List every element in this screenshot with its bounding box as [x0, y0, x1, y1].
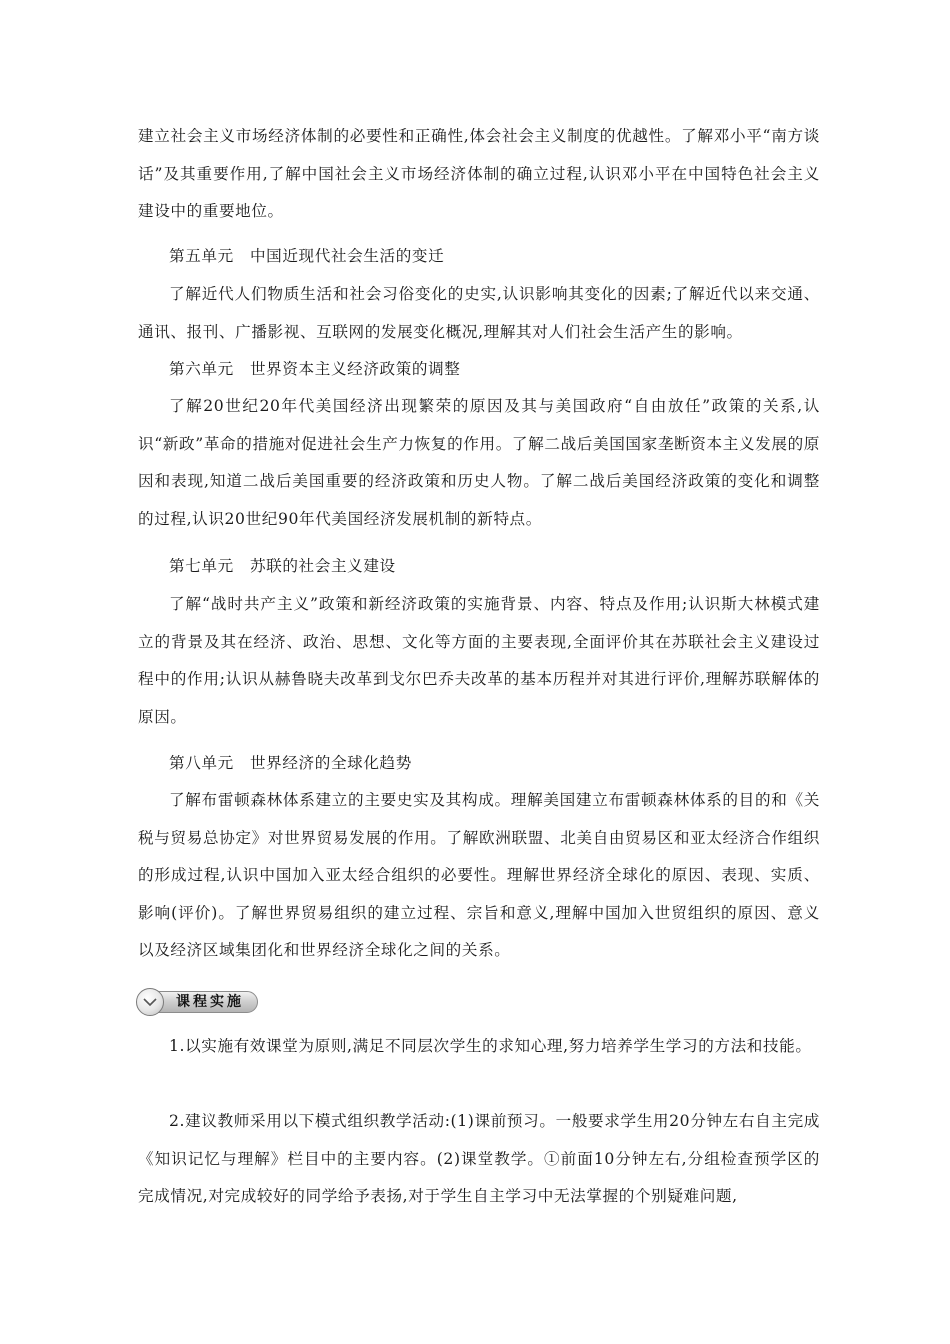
unit-7-paragraph: 了解“战时共产主义”政策和新经济政策的实施背景、内容、特点及作用;认识斯大林模式建立的背景及其在经济、政治、思想、文化等方面的主要表现,全面评价其在苏联社会主义建设过程中的作用;认识从赫鲁晓夫改革到戈尔巴乔夫改革的基本历程并对其进行评价,理解苏联解体的原因。 — [138, 595, 820, 726]
section-title: 课程实施 — [176, 994, 244, 1010]
unit-5-paragraph: 了解近代人们物质生活和社会习俗变化的史实,认识影响其变化的因素;了解近代以来交通、通讯、报刊、广播影视、互联网的发展变化概况,理解其对人们社会生活产生的影响。 — [138, 285, 820, 341]
unit-6-heading: 第六单元 世界资本主义经济政策的调整 — [169, 360, 461, 378]
unit-6-paragraph: 了解20世纪20年代美国经济出现繁荣的原因及其与美国政府“自由放任”政策的关系,认识“新政”革命的措施对促进社会生产力恢复的作用。了解二战后美国国家垄断资本主义发展的原因和表现,知道二战后美国重要的经济政策和历史人物。了解二战后美国经济政策的变化和调整的过程,认识20世纪90年代美国经济发展机制的新特点。 — [138, 397, 820, 528]
unit-5-heading: 第五单元 中国近现代社会生活的变迁 — [169, 247, 445, 265]
unit-8-paragraph: 了解布雷顿森林体系建立的主要史实及其构成。理解美国建立布雷顿森林体系的目的和《关税与贸易总协定》对世界贸易发展的作用。了解欧洲联盟、北美自由贸易区和亚太经济合作组织的形成过程,认识中国加入亚太经合组织的必要性。理解世界经济全球化的原因、表现、实质、影响(评价)。了解世界贸易组织的建立过程、宗旨和意义,理解中国加入世贸组织的原因、意义以及经济区域集团化和世界经济全球化之间的关系。 — [138, 791, 820, 959]
item-2-paragraph: 2.建议教师采用以下模式组织教学活动:(1)课前预习。一般要求学生用20分钟左右自主完成《知识记忆与理解》栏目中的主要内容。(2)课堂教学。①前面10分钟左右,分组检查预学区的完成情况,对完成较好的同学给予表扬,对于学生自主学习中无法掌握的个别疑难问题, — [138, 1112, 820, 1205]
section-banner — [136, 988, 256, 1016]
unit-7-heading: 第七单元 苏联的社会主义建设 — [169, 557, 396, 575]
unit-8-heading: 第八单元 世界经济的全球化趋势 — [169, 754, 412, 772]
intro-paragraph: 建立社会主义市场经济体制的必要性和正确性,体会社会主义制度的优越性。了解邓小平“南方谈话”及其重要作用,了解中国社会主义市场经济体制的确立过程,认识邓小平在中国特色社会主义建设中的重要地位。 — [138, 127, 820, 220]
chevron-down-icon — [136, 988, 164, 1016]
item-1-paragraph: 1.以实施有效课堂为原则,满足不同层次学生的求知心理,努力培养学生学习的方法和技能。 — [169, 1037, 812, 1055]
